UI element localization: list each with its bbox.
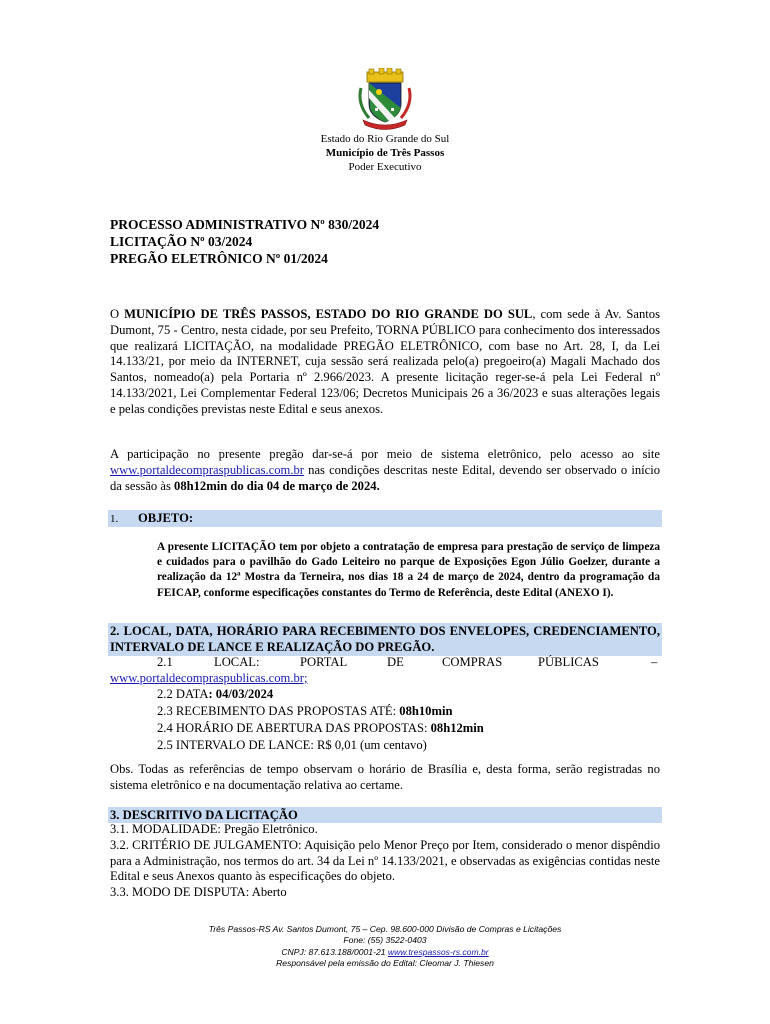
- section-1-title: OBJETO:: [138, 511, 194, 525]
- section-1-number: 1.: [110, 513, 119, 525]
- footer-cnpj: CNPJ: 87.613.188/0001-21 www.trespassos-rs.com.br: [281, 946, 489, 957]
- participation-mid: nas condições descritas neste Edital, devendo ser observado o início da sessão às: [110, 462, 660, 493]
- section-2-header: 2. LOCAL, DATA, HORÁRIO PARA RECEBIMENTO DOS ENVELOPES, CREDENCIAMENTO, INTERVALO DE LANCE E REALIZAÇÃO DO PREGÃO.: [110, 624, 660, 654]
- footer-website-link[interactable]: www.trespassos-rs.com.br: [387, 946, 489, 957]
- state-name: Estado do Rio Grande do Sul: [320, 133, 450, 145]
- intro-paragraph: [110, 307, 660, 418]
- footer-address: Três Passos-RS Av. Santos Dumont, 75 – Cep. 98.600-000 Divisão de Compras e Licitações: [208, 924, 562, 934]
- list-item: 2.4 HORÁRIO DE ABERTURA DAS PROPOSTAS: 08h12min: [157, 721, 484, 735]
- local-col: –: [651, 655, 658, 669]
- licitacao-title: LICITAÇÃO Nº 03/2024: [110, 234, 253, 249]
- page-footer: [0, 924, 770, 970]
- modalidade-line: 3.1. MODALIDADE: Pregão Eletrônico.: [110, 822, 318, 836]
- observation-paragraph: Obs. Todas as referências de tempo observam o horário de Brasília e, desta forma, serão registradas no sistema eletrônico e na documentação relativa ao certame.: [110, 762, 660, 792]
- branch-name: Poder Executivo: [348, 161, 422, 173]
- section-1-header: [108, 510, 662, 527]
- process-title: PROCESSO ADMINISTRATIVO Nº 830/2024: [110, 217, 380, 232]
- coat-of-arms-icon: [355, 68, 415, 130]
- intro-body: , com sede à Av. Santos Dumont, 75 - Centro, nesta cidade, por seu Prefeito, TORNA PÚBLICO para conhecimento dos interessados que realizará LICITAÇÃO, na modalidade PREGÃO ELETRÔNICO, com base no Art. 28, I, da Lei 14.133/21, por meio da INTERNET, cuja sessão será realizada pelo(a) pregoeiro(a) Magali Machado dos Santos, nomeado(a) pela Portaria nº 2.966/2023. A presente licitação reger-se-á pela Lei Federal nº 14.133/2021, Lei Complementar Federal 123/06; Decretos Municipais 26 a 36/2023 e suas alterações legais e pelas condições previstas neste Edital e seus anexos.: [110, 307, 660, 416]
- local-col: PÚBLICAS: [538, 655, 599, 669]
- local-col: PORTAL: [300, 655, 348, 669]
- participation-lead: A participação no presente pregão dar-se-á por meio de sistema eletrônico, pelo acesso ao site: [110, 447, 660, 461]
- section-2-items: [157, 686, 484, 754]
- document-titles: [110, 216, 379, 267]
- local-link[interactable]: www.portaldecompraspublicas.com.br;: [110, 671, 308, 685]
- list-item: 2.2 DATA: 04/03/2024: [157, 687, 274, 701]
- local-col: COMPRAS: [442, 655, 503, 669]
- intro-entity: MUNICÍPIO DE TRÊS PASSOS, ESTADO DO RIO GRANDE DO SUL: [124, 307, 533, 321]
- list-item: 2.5 INTERVALO DE LANCE: R$ 0,01 (um centavo): [157, 738, 427, 752]
- section-3-body: [110, 822, 660, 901]
- footer-responsible: Responsável pela emissão do Edital: Cleomar J. Thiesen: [276, 958, 494, 969]
- section-3-header: [108, 807, 662, 823]
- session-time: 08h12min do dia 04 de março de 2024.: [174, 478, 380, 493]
- letterhead: [0, 132, 770, 174]
- pregao-title: PREGÃO ELETRÔNICO Nº 01/2024: [110, 251, 328, 266]
- modo-disputa-line: 3.3. MODO DE DISPUTA: Aberto: [110, 885, 287, 900]
- local-col: DE: [387, 655, 404, 669]
- section-3-title: 3. DESCRITIVO DA LICITAÇÃO: [110, 808, 298, 822]
- local-col: LOCAL:: [214, 655, 260, 669]
- local-col: 2.1: [157, 655, 173, 669]
- intro-lead: O: [110, 307, 125, 321]
- portal-link[interactable]: www.portaldecompraspublicas.com.br: [110, 462, 304, 477]
- participation-paragraph: [110, 447, 660, 494]
- municipality-name: Município de Três Passos: [325, 147, 445, 159]
- footer-phone: Fone: (55) 3522-0403: [343, 935, 427, 946]
- objeto-text: A presente LICITAÇÃO tem por objeto a contratação de empresa para prestação de serviço de limpeza e cuidados para o pavilhão do Gado Leiteiro no parque de Exposições Egon Júlio Goelzer, durante a realização da 12ª Mostra da Terneira, nos dias 18 a 24 de março de 2024, dentro da programação da FEICAP, conforme especificações constantes do Termo de Referência, deste Edital (ANEXO I).: [157, 541, 660, 599]
- criterio-line: 3.2. CRITÉRIO DE JULGAMENTO: Aquisição pelo Menor Preço por Item, considerado o menor dispêndio para a Administração, nos termos do art. 34 da Lei nº 14.133/2021, e observadas as exigências contidas neste Edital e seus Anexos quanto às especificações do objeto.: [110, 837, 660, 884]
- list-item: 2.3 RECEBIMENTO DAS PROPOSTAS ATÉ: 08h10min: [157, 704, 453, 718]
